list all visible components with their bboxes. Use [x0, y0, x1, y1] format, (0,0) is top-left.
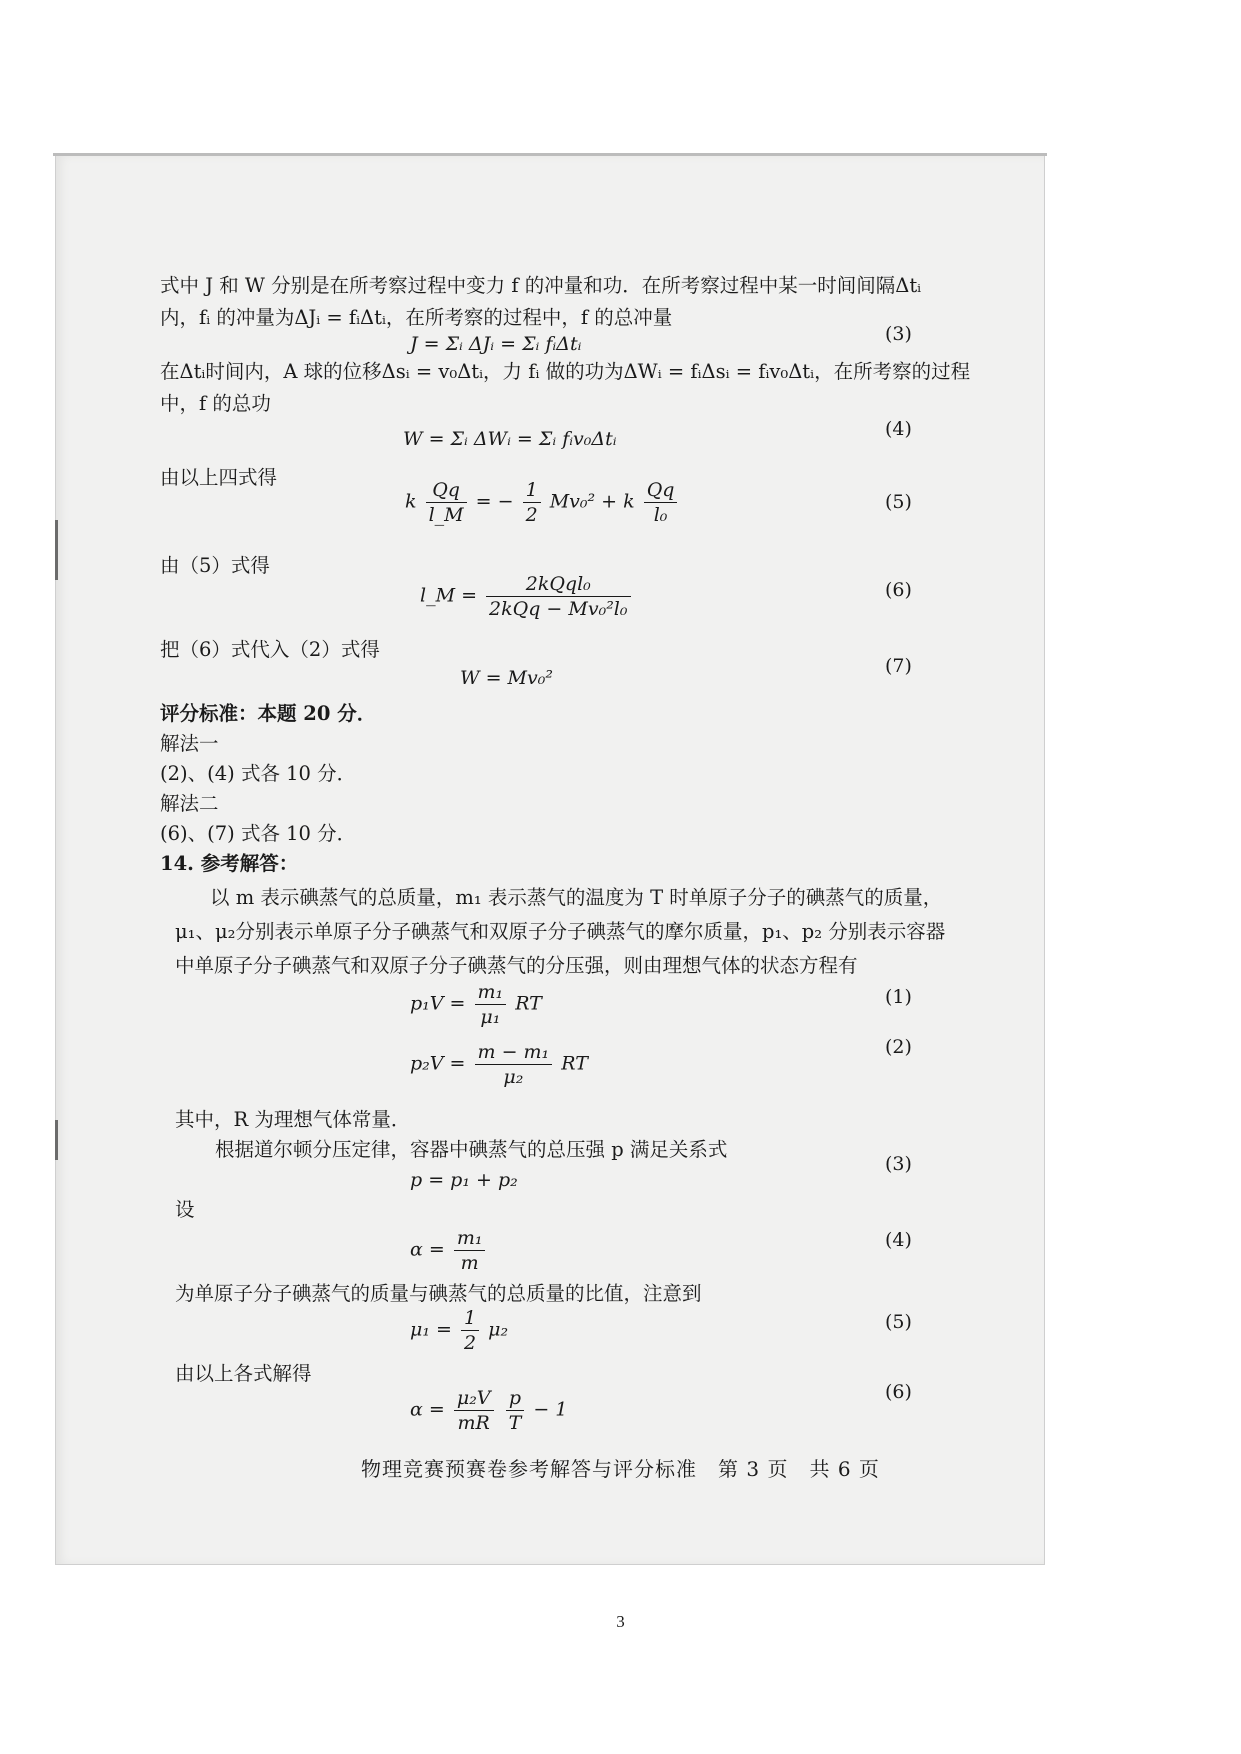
fraction: [426, 478, 467, 527]
gas-equation-6: [410, 1386, 567, 1435]
gas-equation-4: [410, 1226, 488, 1275]
g1-lhs: p₁V =: [410, 992, 466, 1015]
denominator: mR: [457, 1412, 490, 1434]
text-line: (2)、(4) 式各 10 分．: [160, 762, 357, 785]
numerator: p: [506, 1386, 525, 1411]
scan-edge-mark: [55, 520, 58, 580]
equation-number: (5): [885, 1311, 912, 1333]
equation-number: (5): [885, 491, 912, 513]
text-line: 式中 J 和 W 分别是在所考察过程中变力 f 的冲量和功．在所考察过程中某一时间间隔Δtᵢ: [160, 274, 922, 297]
text-line: 内，fᵢ 的冲量为ΔJᵢ = fᵢΔtᵢ，在所考察的过程中，f 的总冲量: [160, 306, 673, 329]
equation-number: (6): [885, 1381, 912, 1403]
text-line: 其中，R 为理想气体常量．: [175, 1108, 411, 1131]
denominator: T: [508, 1412, 522, 1434]
equation-3-impulse: J = Σᵢ ΔJᵢ = Σᵢ fᵢΔtᵢ: [410, 333, 582, 355]
fraction: [506, 1386, 525, 1435]
denominator: m: [460, 1252, 479, 1274]
equation-number: (3): [885, 323, 912, 345]
denominator: 2: [463, 1332, 477, 1354]
scan-edge-mark: [55, 1120, 58, 1160]
gas-equation-2: [410, 1040, 588, 1089]
numerator: m₁: [475, 980, 507, 1005]
g5-rhs: μ₂: [488, 1318, 509, 1341]
fraction: [461, 1306, 479, 1355]
text-line: 为单原子分子碘蒸气的质量与碘蒸气的总质量的比值，注意到: [175, 1282, 702, 1305]
text-line: 由（5）式得: [160, 554, 270, 577]
numerator: Qq: [644, 478, 678, 503]
text-line: 在Δtᵢ时间内，A 球的位移Δsᵢ = v₀Δtᵢ，力 fᵢ 做的功为ΔWᵢ = fᵢΔsᵢ = fᵢv₀Δtᵢ，在所考察的过程: [160, 360, 971, 383]
equation-number: (1): [885, 986, 912, 1008]
equation-number: (2): [885, 1036, 912, 1058]
equation-7: W = Mv₀²: [460, 667, 553, 689]
page-number: 3: [616, 1612, 625, 1631]
gas-equation-3: p = p₁ + p₂: [410, 1169, 518, 1191]
text-line: 中单原子分子碘蒸气和双原子分子碘蒸气的分压强，则由理想气体的状态方程有: [175, 954, 858, 977]
g1-rhs: RT: [515, 992, 542, 1015]
denominator: l₀: [653, 504, 668, 526]
fraction: [454, 1386, 494, 1435]
text-line: 设: [175, 1198, 195, 1221]
denominator: l_M: [428, 504, 464, 526]
section-heading: 14. 参考解答：: [160, 852, 299, 875]
fraction: [454, 1226, 486, 1275]
eq5-mid2: Mv₀² + k: [549, 490, 635, 513]
numerator: 2kQql₀: [486, 572, 630, 597]
equation-5: [405, 478, 680, 527]
fraction: [486, 572, 630, 621]
fraction: [475, 1040, 553, 1089]
equation-number: (3): [885, 1153, 912, 1175]
g2-rhs: RT: [561, 1052, 588, 1075]
numerator: m₁: [454, 1226, 486, 1251]
numerator: μ₂V: [454, 1386, 494, 1411]
text-line: 由以上四式得: [160, 466, 278, 489]
denominator: μ₂: [503, 1066, 524, 1088]
eq5-k: k: [405, 490, 417, 513]
equation-6: [420, 572, 634, 621]
equation-number: (4): [885, 1229, 912, 1251]
text-line: (6)、(7) 式各 10 分．: [160, 822, 357, 845]
numerator: Qq: [426, 478, 467, 503]
g2-lhs: p₂V =: [410, 1052, 466, 1075]
eq6-lhs: l_M =: [420, 584, 477, 607]
g5-lhs: μ₁ =: [410, 1318, 452, 1341]
equation-number: (6): [885, 579, 912, 601]
text-line: 把（6）式代入（2）式得: [160, 638, 380, 661]
g4-lhs: α =: [410, 1238, 445, 1261]
numerator: 1: [461, 1306, 479, 1331]
gas-equation-5: [410, 1306, 508, 1355]
numerator: 1: [523, 478, 541, 503]
eq5-mid: = −: [475, 490, 514, 513]
denominator: μ₁: [480, 1006, 501, 1028]
gas-equation-1: [410, 980, 542, 1029]
page-footer: 物理竞赛预赛卷参考解答与评分标准 第 3 页 共 6 页: [361, 1457, 880, 1481]
equation-number: (4): [885, 418, 912, 440]
text-line: 解法一: [160, 732, 219, 755]
denominator: 2kQq − Mv₀²l₀: [489, 598, 628, 620]
text-line: 以 m 表示碘蒸气的总质量，m₁ 表示蒸气的温度为 T 时单原子分子的碘蒸气的质量，: [210, 886, 943, 909]
fraction: [475, 980, 507, 1029]
g6-rhs: − 1: [533, 1398, 568, 1421]
text-line: 中，f 的总功: [160, 392, 271, 415]
text-line: 解法二: [160, 792, 219, 815]
denominator: 2: [525, 504, 538, 526]
text-line: 根据道尔顿分压定律，容器中碘蒸气的总压强 p 满足关系式: [215, 1138, 728, 1161]
equation-4-work: W = Σᵢ ΔWᵢ = Σᵢ fᵢv₀Δtᵢ: [403, 428, 617, 450]
fraction: [644, 478, 678, 527]
g6-lhs: α =: [410, 1398, 445, 1421]
grading-title: 评分标准：本题 20 分．: [160, 702, 377, 725]
equation-number: (7): [885, 655, 912, 677]
numerator: m − m₁: [475, 1040, 553, 1065]
text-line: μ₁、μ₂分别表示单原子分子碘蒸气和双原子分子碘蒸气的摩尔质量，p₁、p₂ 分别表示容器: [175, 920, 946, 943]
text-line: 由以上各式解得: [175, 1362, 312, 1385]
fraction: [523, 478, 541, 527]
